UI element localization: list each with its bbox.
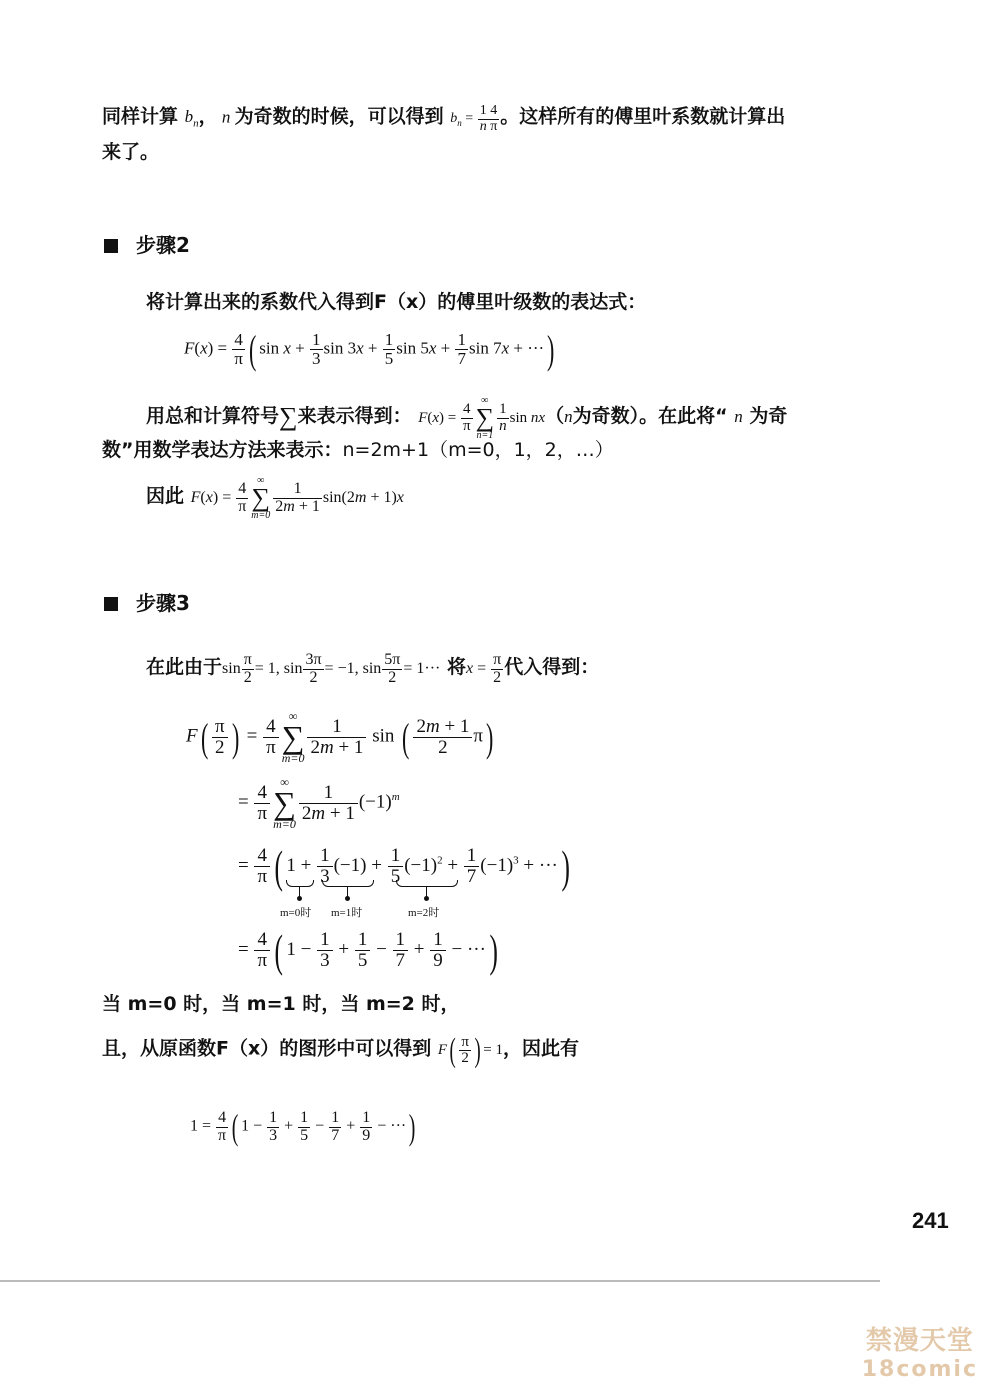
step2-text-c: （	[545, 404, 565, 427]
square-bullet-icon-2	[104, 597, 118, 611]
math-n: n	[217, 107, 235, 127]
step2-text-d: 为奇数）。在此将“	[572, 404, 728, 427]
intro-text-c: 为奇数的时候，可以得到	[234, 105, 444, 128]
step2-text-g: n=2m+1（m=0，1，2，…）	[342, 439, 614, 461]
page-bottom-rule	[0, 1280, 880, 1282]
step2-text-a: 用总和计算符号	[146, 404, 280, 427]
step2-para-4	[146, 476, 404, 521]
formula-sin-values: sin $\frac{\pi}{2}$ = 1, sin $\frac{3\pi}{2}$ = −1, sin $\frac{5\pi}{2}$ = 1···	[222, 651, 441, 686]
label-m1: m=1时	[331, 907, 363, 919]
step2-text-f: 数”用数学表达方法来表示：	[102, 439, 343, 461]
step3-para-2: 当 m=0 时，当 m=1 时，当 m=2 时，	[102, 993, 460, 1015]
formula-derivation-4: = $\frac{4}{\pi}$ ( 1 − $\frac{1}{3}$ + $\frac{1}{5}$ − $\frac{1}{7}$ + $\frac{1}{9}$ − ···)	[238, 925, 498, 976]
intro-line-2: 来了。	[102, 141, 160, 163]
step3-heading	[104, 590, 190, 617]
step3-text-d: 且，从原函数F（x）的图形中可以得到	[102, 1037, 432, 1060]
watermark-line-1: 禁漫天堂	[865, 1326, 974, 1356]
step3-heading-text: 步骤3	[136, 591, 190, 615]
intro-text-b: ，	[198, 105, 218, 128]
page-number: 241	[912, 1208, 949, 1233]
label-m0: m=0时	[280, 907, 312, 919]
formula-fourier-series: F(x) = $\frac{4}{\pi}$ ( sin x + $\frac{1}{3}$ sin 3x + $\frac{1}{5}$ sin 5x + $\frac{1}{7}$ sin 7x + ···)	[184, 327, 555, 372]
formula-x-pi-2: x = $\frac{\pi}{2}$	[466, 651, 502, 686]
formula-f-pi-2: F( $\frac{\pi}{2}$ ) = 1	[437, 1032, 503, 1069]
formula-sigma-n: F(x) = $\frac{4}{\pi}$ ∞ ∑ n=1 $\frac{1}{n}$ sin nx	[418, 395, 546, 441]
step2-para-3	[102, 438, 614, 464]
intro-text-d: 。这样所有的傅里叶系数就计算出	[500, 105, 786, 128]
step2-text-b: 来表示得到：	[297, 404, 412, 427]
intro-text-a: 同样计算	[102, 105, 179, 128]
formula-bn: $b_n$ = $\frac{1 4}{\text{n π}}$	[450, 103, 498, 134]
math-bn: $b_n$	[184, 107, 199, 130]
step2-heading-text: 步骤2	[136, 233, 190, 257]
sigma-symbol: ∑	[279, 401, 298, 431]
brace-m0	[286, 880, 314, 887]
step3-text-a: 在此由于	[146, 655, 223, 678]
formula-final: 1 = $\frac{4}{\pi}$ ( 1 − $\frac{1}{3}$ + $\frac{1}{5}$ − $\frac{1}{7}$ + $\frac{1}{9}$ − ···)	[190, 1107, 416, 1147]
formula-sigma-m: F(x) = $\frac{4}{\pi}$ ∞ ∑ m=0 $\frac{1}{2m + 1}$ sin(2m + 1)x	[190, 475, 404, 521]
step2-text-h: 因此	[146, 485, 185, 508]
step2-para-2: 用总和计算符号∑来表示得到： F(x) = $\frac{4}{\pi}$ ∞ ∑ n=1 $\frac{1}{n}$ sin nx（n为奇数）。在此将“ n 为奇	[146, 395, 788, 441]
formula-derivation-1: F( $\frac{\pi}{2}$ ) = $\frac{4}{\pi}$ ∞ ∑ m=0 $\frac{1}{2m + 1}$ sin ( $\frac{2m + 1}{2}$ π)	[186, 709, 494, 766]
brace-dot-m1	[345, 896, 350, 901]
step3-para-3	[102, 1028, 579, 1074]
brace-m2	[396, 880, 458, 887]
step2-text-e: 为奇	[749, 404, 788, 427]
brace-m1	[322, 880, 374, 887]
label-m2: m=2时	[408, 907, 440, 919]
step3-text-e: ，因此有	[503, 1037, 580, 1060]
square-bullet-icon	[104, 239, 118, 253]
brace-dot-m2	[424, 896, 429, 901]
step2-heading	[104, 232, 190, 259]
intro-line-1	[102, 104, 785, 134]
watermark-line-2: 18comic	[861, 1357, 978, 1382]
step2-para-1: 将计算出来的系数代入得到F（x）的傅里叶级数的表达式：	[146, 291, 647, 313]
formula-derivation-2: = $\frac{4}{\pi}$ ∞ ∑ m=0 $\frac{1}{2m + 1}$ $(-1)^m$	[238, 775, 400, 832]
watermark-logo	[862, 1320, 978, 1382]
brace-dot-m0	[297, 896, 302, 901]
formula-derivation-3: = $\frac{4}{\pi}$ ( 1 + $\frac{1}{3}$ (−1) + $\frac{1}{5}$ $(-1)^2$ + $\frac{1}{7}$ $(-1)^3$ + ···)	[238, 841, 570, 892]
step3-para-1	[146, 652, 599, 687]
step3-text-b: 将	[446, 655, 466, 678]
step3-text-c: 代入得到：	[504, 655, 600, 678]
